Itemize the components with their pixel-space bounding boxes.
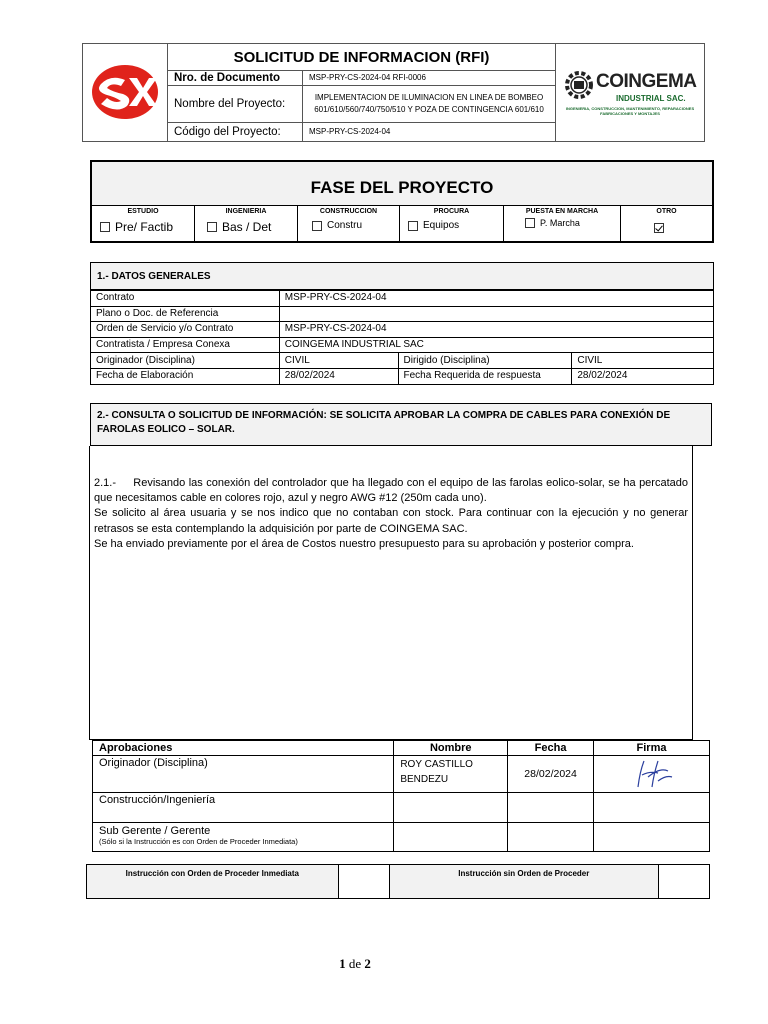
name-cell: [394, 793, 508, 823]
table-header-row: [93, 741, 710, 756]
consultation-title: 2.- CONSULTA O SOLICITUD DE INFORMACIÓN: SE SOLICITA APROBAR LA COMPRA DE CABLES PARA CONEXIÓN DE FAROLAS EOLICO – SOLAR.: [90, 403, 712, 446]
header-cell: Nombre: [394, 741, 508, 756]
cell-label: Orden de Servicio y/o Contrato: [91, 322, 280, 338]
cell-label: Originador (Disciplina): [91, 353, 280, 369]
table-row: [93, 793, 710, 823]
project-code-value: MSP-PRY-CS-2024-04: [309, 127, 391, 136]
name-cell: ROY CASTILLO BENDEZU: [394, 756, 508, 793]
name-cell: [394, 823, 508, 852]
cell-value: CIVIL: [279, 353, 398, 369]
checkbox[interactable]: [100, 222, 110, 232]
role-label: Sub Gerente / Gerente: [99, 825, 211, 837]
project-name-label: Nombre del Proyecto:: [168, 86, 303, 122]
cell-value: 28/02/2024: [279, 368, 398, 384]
approvals-table: [92, 740, 710, 852]
general-data-section: [90, 262, 714, 385]
table-row: [91, 322, 714, 338]
phase-option: Equipos: [423, 220, 460, 231]
signature-cell: [594, 756, 710, 793]
phase-otro: [621, 206, 712, 241]
role-note: (Sólo si la Instrucción es con Orden de Proceder Inmediata): [99, 837, 298, 846]
section-title: 1.- DATOS GENERALES: [90, 262, 714, 290]
date-cell: 28/02/2024: [508, 756, 594, 793]
checked-checkbox[interactable]: [654, 223, 664, 233]
project-name-row: [168, 86, 555, 123]
cell-label: Fecha Requerida de respuesta: [398, 368, 572, 384]
doc-number-row: [168, 71, 555, 86]
doc-number-value: MSP-PRY-CS-2024-04 RFI-0006: [309, 73, 426, 82]
project-name-value: IMPLEMENTACION DE ILUMINACION EN LINEA DE BOMBEO 601/610/560/740/750/510 Y POZA DE CONTINGENCIA 601/610: [314, 93, 544, 114]
doc-number-label: Nro. de Documento: [168, 71, 303, 85]
table-row: [93, 823, 710, 852]
page-number: 1: [339, 956, 346, 971]
phase-heading: PROCURA: [433, 208, 470, 215]
phase-option: Pre/ Factib: [115, 220, 174, 234]
phase-heading: ESTUDIO: [127, 208, 159, 215]
cell-value: MSP-PRY-CS-2024-04: [279, 291, 713, 307]
page-footer: [0, 956, 710, 972]
coingema-tagline: INGENIERIA, CONSTRUCCION, MANTENIMIENTO, REPARACIONES FABRICACIONES Y MONTAJES: [565, 106, 695, 116]
coingema-name: COINGEMA: [596, 71, 697, 92]
body-paragraph: Se ha enviado previamente por el área de Costos nuestro presupuesto para su aprobación y posterior compra.: [94, 537, 634, 550]
cell-label: Contratista / Empresa Conexa: [91, 337, 280, 353]
instruction-without-order-box[interactable]: [659, 865, 710, 899]
table-row: [91, 353, 714, 369]
date-cell: [508, 793, 594, 823]
phase-puesta-en-marcha: [504, 206, 621, 241]
general-data-table: [90, 290, 714, 385]
phase-title: FASE DEL PROYECTO: [92, 162, 712, 206]
signature-cell: [594, 823, 710, 852]
phase-estudio: [92, 206, 195, 241]
header-cell: Fecha: [508, 741, 594, 756]
header-info: [168, 44, 555, 141]
checkbox[interactable]: [408, 221, 418, 231]
cell-label: Dirigido (Disciplina): [398, 353, 572, 369]
phase-heading: CONSTRUCCION: [319, 208, 378, 215]
phase-procura: [400, 206, 504, 241]
phase-heading: PUESTA EN MARCHA: [525, 208, 599, 215]
project-phase-section: [90, 160, 714, 243]
cell-value: CIVIL: [572, 353, 714, 369]
project-code-row: [168, 123, 555, 141]
role-cell: Originador (Disciplina): [93, 756, 394, 793]
cell-value: [279, 306, 713, 322]
sx-logo: [83, 44, 168, 141]
body-paragraph: Se solicito al área usuaria y se nos indico que no contaban con stock. Para continuar con la ejecución y no generar retrasos se esta contemplando la adquisición por parte de COINGEMA SAC.: [94, 507, 688, 535]
signature-icon: [628, 757, 688, 791]
cell-label: Contrato: [91, 291, 280, 307]
cell-value: COINGEMA INDUSTRIAL SAC: [279, 337, 713, 353]
document-title: SOLICITUD DE INFORMACION (RFI): [168, 44, 555, 71]
sx-logo-icon: [83, 44, 168, 141]
instruction-without-order: Instrucción sin Orden de Proceder: [389, 865, 659, 899]
instruction-table: [86, 864, 710, 899]
coingema-logo: [555, 44, 704, 141]
table-row: [93, 756, 710, 793]
cell-value: MSP-PRY-CS-2024-04: [279, 322, 713, 338]
table-row: [91, 306, 714, 322]
coingema-sub: INDUSTRIAL SAC.: [616, 94, 686, 103]
instruction-with-order: Instrucción con Orden de Proceder Inmediata: [87, 865, 339, 899]
page-of: de: [348, 956, 362, 971]
table-row: [91, 368, 714, 384]
date-cell: [508, 823, 594, 852]
phase-heading: OTRO: [656, 208, 677, 215]
phase-heading: INGENIERIA: [225, 208, 267, 215]
role-cell: [93, 823, 394, 852]
phase-option: Constru: [327, 220, 363, 231]
cell-value: 28/02/2024: [572, 368, 714, 384]
phase-option: Bas / Det: [222, 220, 272, 234]
checkbox[interactable]: [207, 222, 217, 232]
cell-label: Plano o Doc. de Referencia: [91, 306, 280, 322]
instruction-with-order-box[interactable]: [338, 865, 389, 899]
signature-cell: [594, 793, 710, 823]
consultation-body: [89, 446, 693, 740]
body-paragraph: 2.1.- Revisando las conexión del controlador que ha llegado con el equipo de las farolas eolico-solar, se ha percatado que necesitamos cable en colores rojo, azul y negro AWG #12 (250m cada uno).: [94, 477, 692, 505]
role-cell: Construcción/Ingeniería: [93, 793, 394, 823]
phase-construccion: [298, 206, 400, 241]
checkbox[interactable]: [312, 221, 322, 231]
header-cell: Firma: [594, 741, 710, 756]
cell-label: Fecha de Elaboración: [91, 368, 280, 384]
table-row: [87, 865, 710, 899]
project-code-label: Código del Proyecto:: [168, 123, 303, 141]
table-row: [91, 337, 714, 353]
header-cell: Aprobaciones: [93, 741, 394, 756]
phase-option: P. Marcha: [540, 218, 580, 228]
phase-ingenieria: [195, 206, 298, 241]
document-header: [82, 43, 705, 142]
gear-icon: [562, 68, 596, 102]
table-row: [91, 291, 714, 307]
page-total: 2: [364, 956, 371, 971]
checkbox[interactable]: [525, 218, 535, 228]
